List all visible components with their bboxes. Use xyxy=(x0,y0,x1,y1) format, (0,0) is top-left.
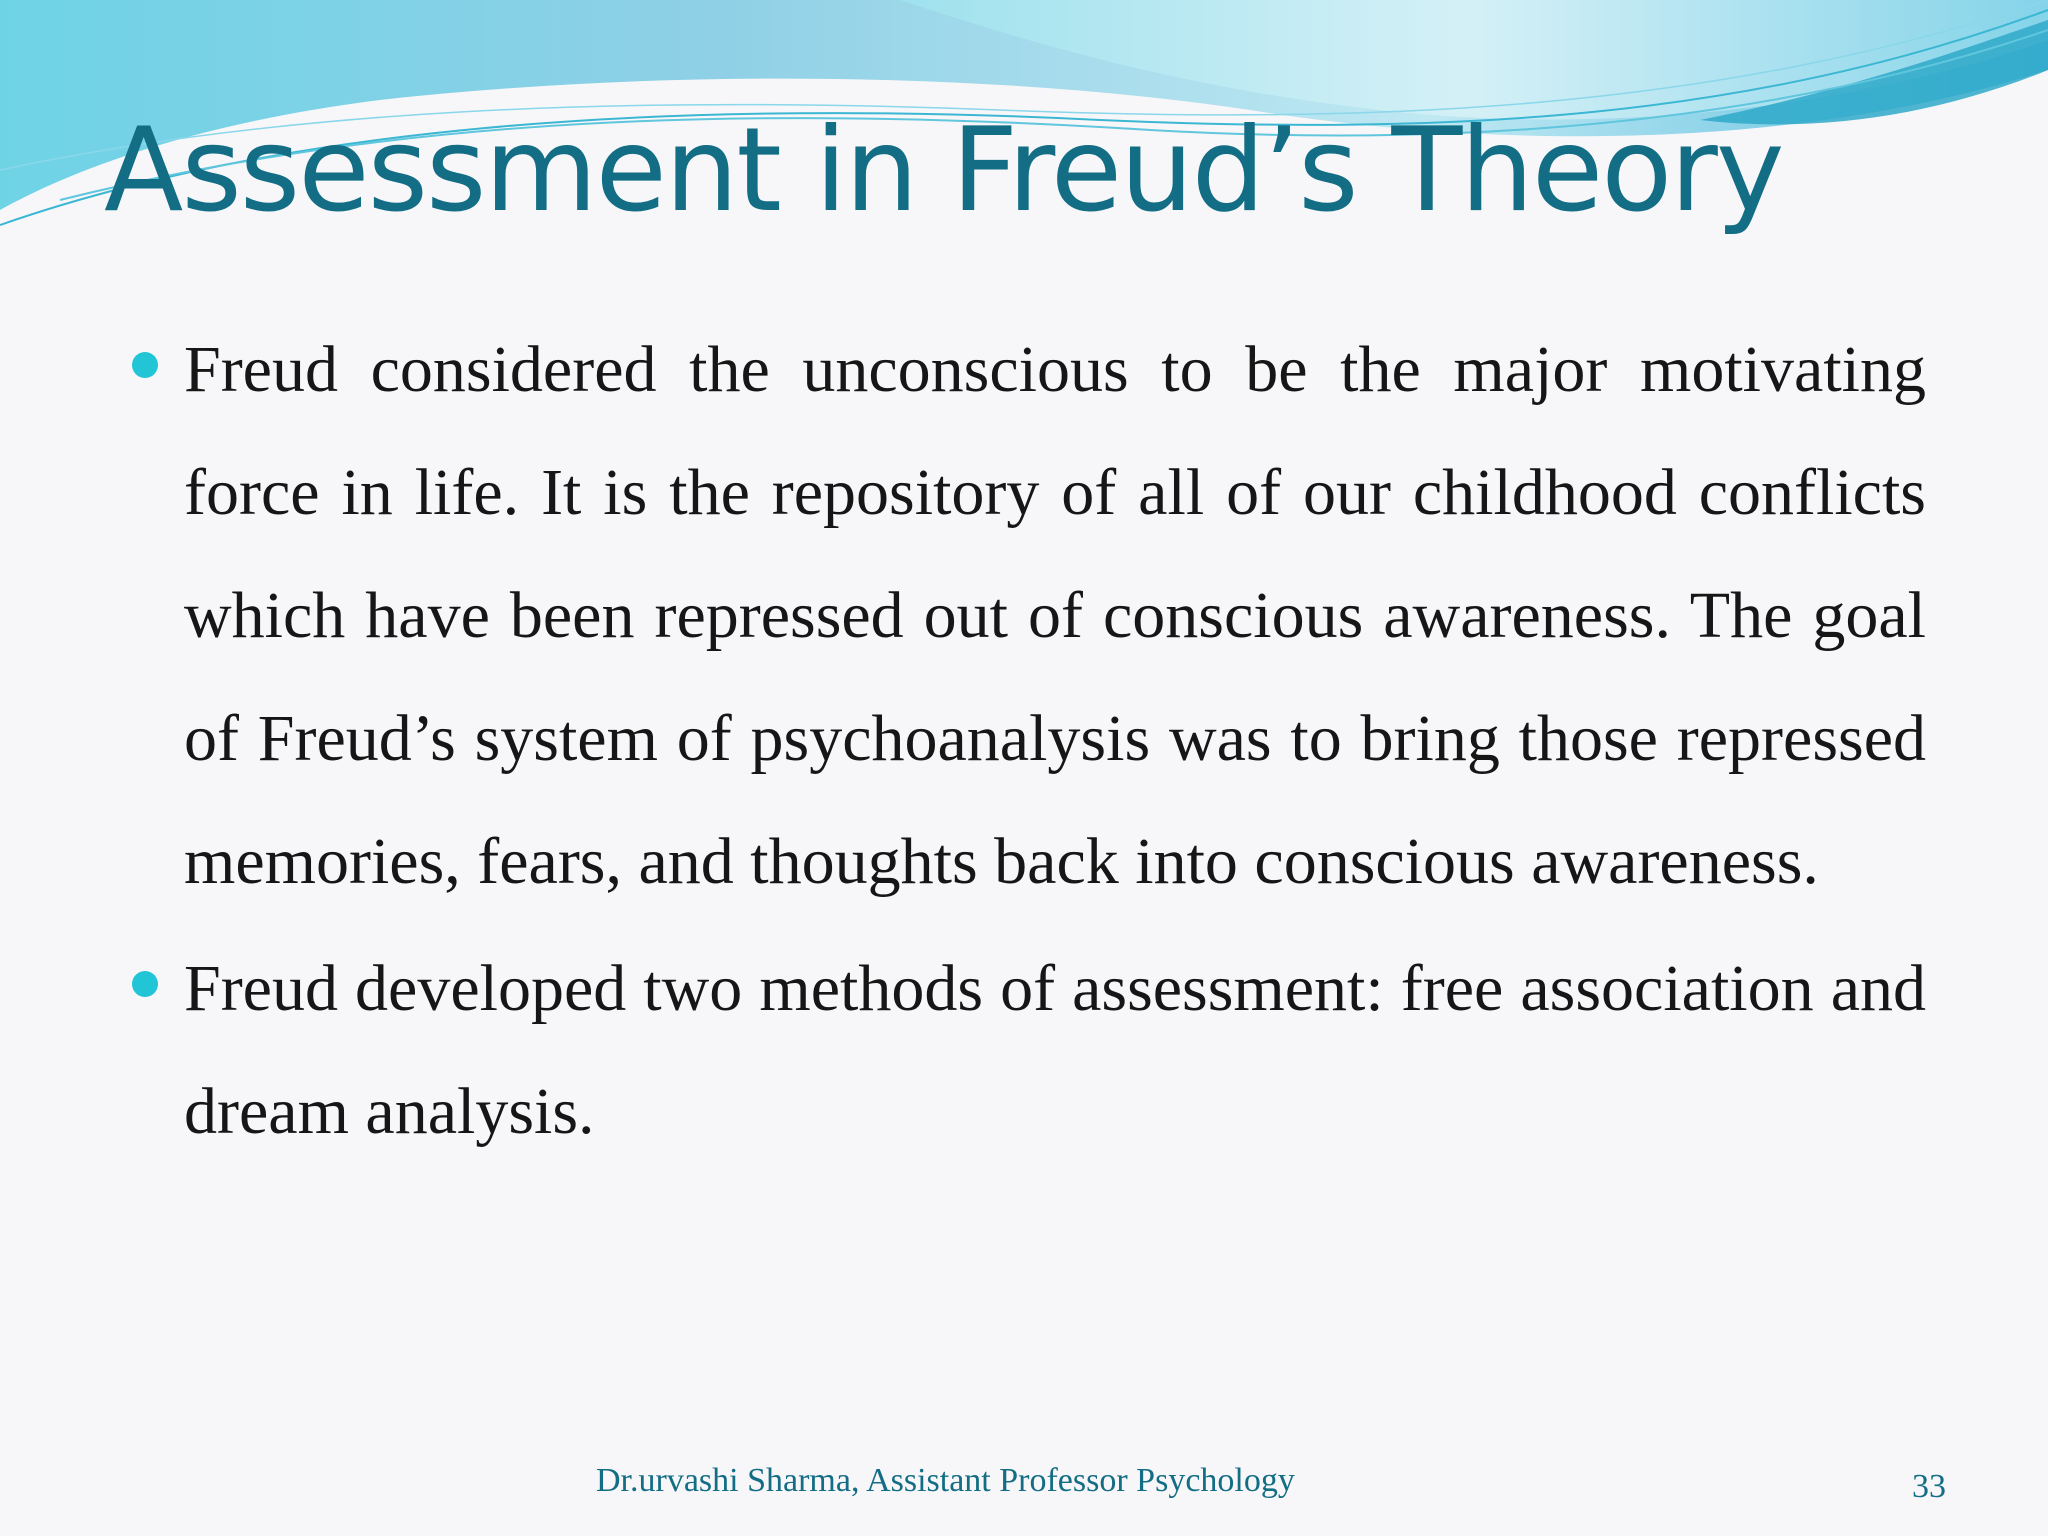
bullet-item xyxy=(132,927,1926,1173)
slide-title: Assessment in Freud’s Theory xyxy=(104,103,1783,238)
footer-author: Dr.urvashi Sharma, Assistant Professor Psychology xyxy=(596,1462,1295,1499)
bullet-marker-icon xyxy=(132,971,158,997)
bullet-text: Freud developed two methods of assessment: free association and dream analysis. xyxy=(184,952,1926,1148)
bullet-list xyxy=(132,308,1926,1177)
bullet-item xyxy=(132,308,1926,923)
bullet-marker-icon xyxy=(132,352,158,378)
bullet-text: Freud considered the unconscious to be the major motivating force in life. It is the repository of all of our childhood conflicts which have been repressed out of conscious awareness. The goal of Freud’s system of psychoanalysis was to bring those repressed memories, fears, and thoughts back into conscious awareness. xyxy=(184,333,1926,898)
page-number: 33 xyxy=(1912,1468,1946,1505)
